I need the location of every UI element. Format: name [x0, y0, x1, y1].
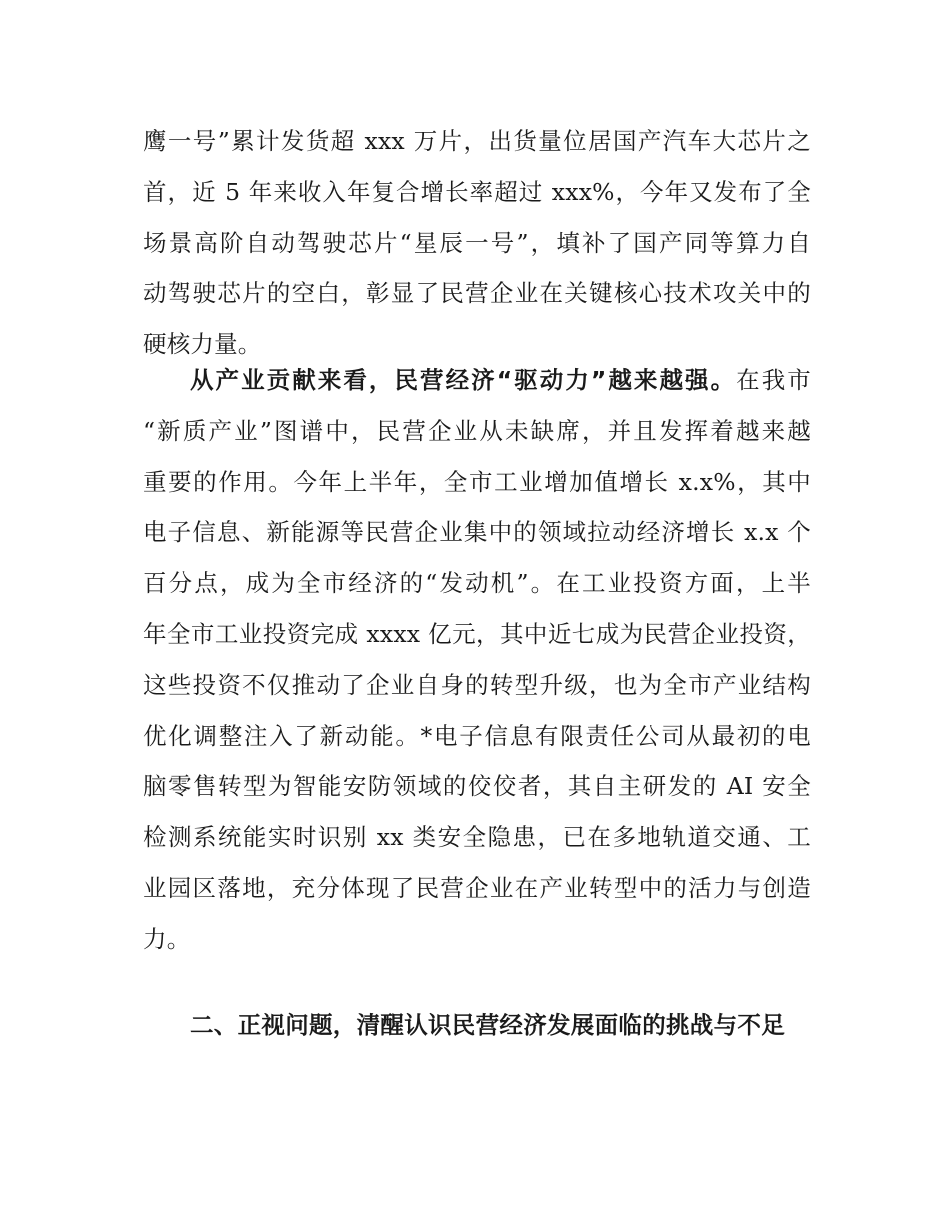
paragraph-line: 这些投资不仅推动了企业自身的转型升级，也为全市产业结构 [143, 670, 811, 699]
paragraph-chip-achievements [143, 116, 811, 370]
paragraph-line: 重要的作用。今年上半年，全市工业增加值增长 x.x%，其中 [143, 467, 811, 496]
paragraph-line: 优化调整注入了新动能。*电子信息有限责任公司从最初的电 [143, 721, 811, 750]
paragraph-line: 力。 [143, 924, 191, 953]
paragraph-line: 硬核力量。 [143, 330, 262, 359]
paragraph-line: 电子信息、新能源等民营企业集中的领域拉动经济增长 x.x 个 [143, 518, 811, 547]
paragraph-line: 鹰一号”累计发货超 xxx 万片，出货量位居国产汽车大芯片之 [143, 127, 811, 155]
paragraph-lead-rest: 在我市 [736, 366, 811, 394]
paragraph-line: “新质产业”图谱中，民营企业从未缺席，并且发挥着越来越 [143, 416, 811, 445]
paragraph-line: 年全市工业投资完成 xxxx 亿元，其中近七成为民营企业投资， [143, 619, 811, 648]
paragraph-line: 百分点，成为全市经济的“发动机”。在工业投资方面，上半 [143, 569, 811, 598]
paragraph-line: 检测系统能实时识别 xx 类安全隐患，已在多地轨道交通、工 [143, 823, 811, 852]
section-heading: 二、正视问题，清醒认识民营经济发展面临的挑战与不足 [190, 1011, 785, 1039]
paragraph-line: 业园区落地，充分体现了民营企业在产业转型中的活力与创造 [143, 873, 811, 902]
paragraph-lead-line [143, 355, 811, 406]
paragraph-lead-bold: 从产业贡献来看，民营经济“驱动力”越来越强。 [190, 366, 737, 394]
paragraph-industry-contribution [143, 355, 811, 965]
paragraph-line: 脑零售转型为智能安防领域的佼佼者，其自主研发的 AI 安全 [143, 772, 811, 801]
paragraph-line: 首，近 5 年来收入年复合增长率超过 xxx%，今年又发布了全 [143, 177, 811, 206]
paragraph-line: 场景高阶自动驾驶芯片“星辰一号”，填补了国产同等算力自 [143, 228, 811, 257]
paragraph-line: 动驾驶芯片的空白，彰显了民营企业在关键核心技术攻关中的 [143, 279, 811, 308]
